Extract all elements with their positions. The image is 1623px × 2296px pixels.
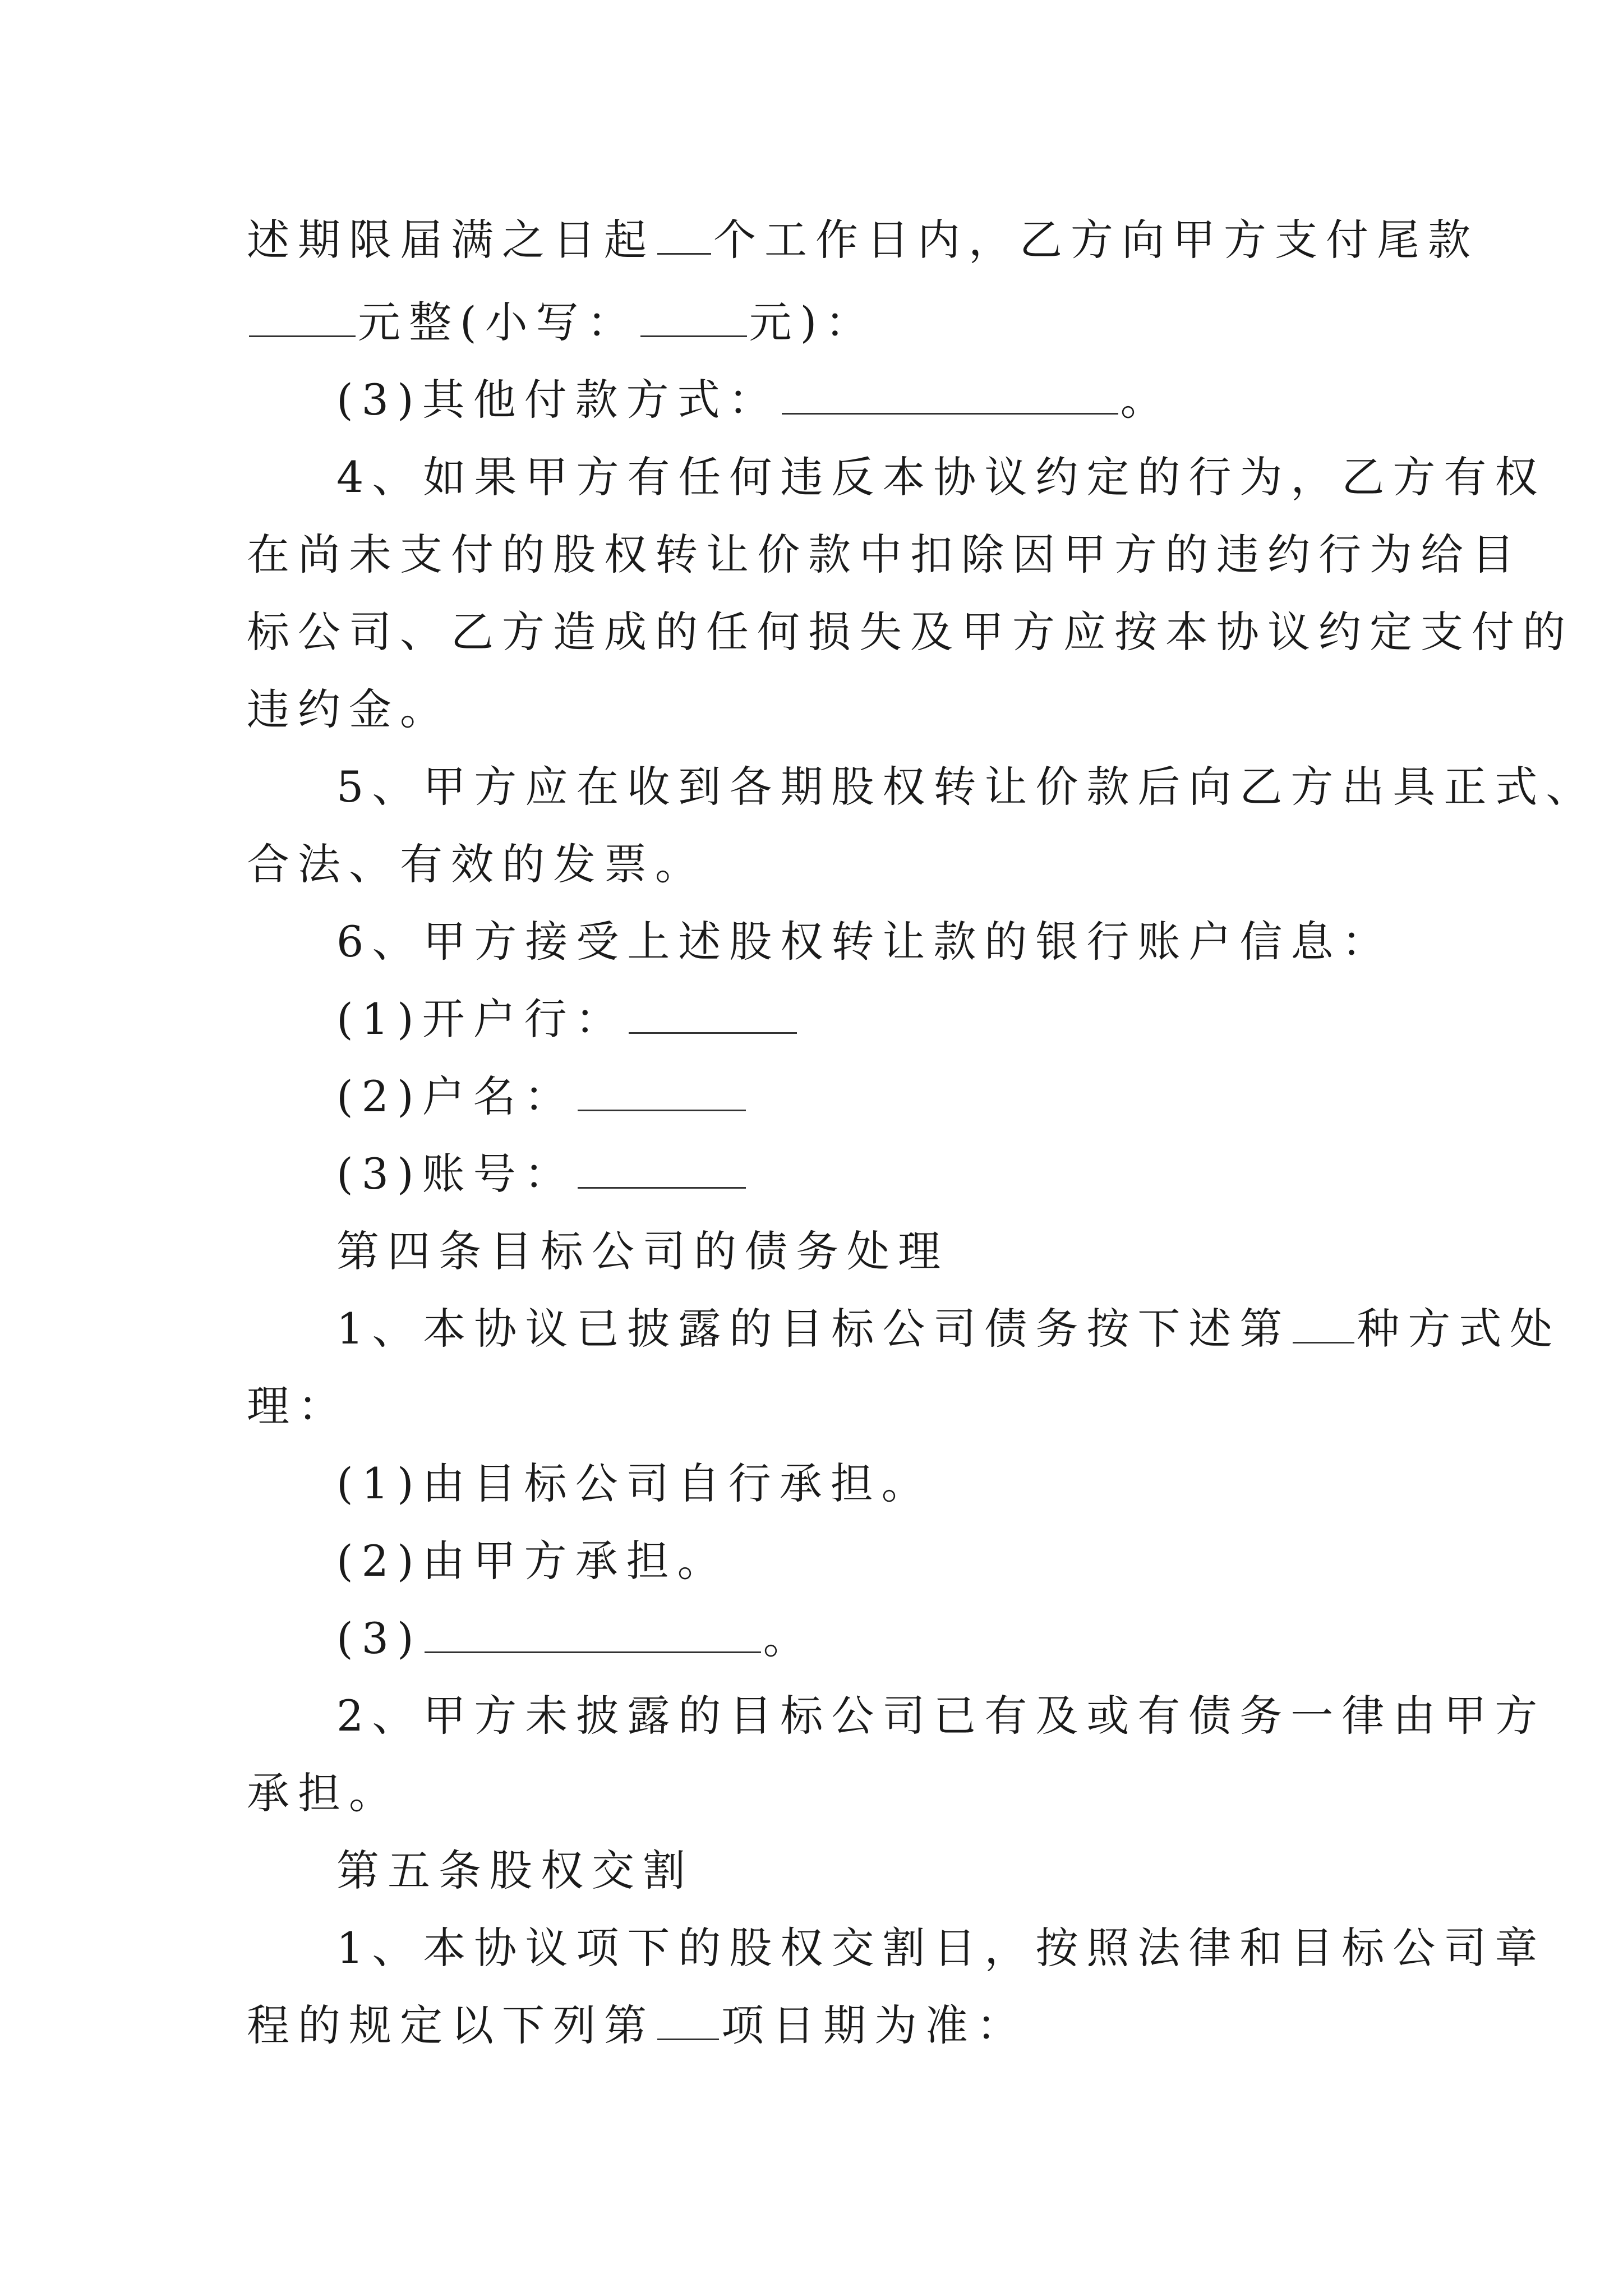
- text-segment: 个工作日内，乙方向甲方支付尾款: [713, 215, 1479, 265]
- paragraph-line: 合法、有效的发票。: [247, 839, 706, 889]
- text-segment: 程的规定以下列第: [247, 2000, 655, 2050]
- text-segment: 述期限届满之日起: [247, 215, 655, 265]
- blank-field: [657, 1999, 719, 2040]
- section-heading: 第四条目标公司的债务处理: [336, 1226, 949, 1276]
- blank-field: [1293, 1303, 1354, 1343]
- paragraph-line: 2、甲方未披露的目标公司已有及或有债务一律由甲方: [336, 1691, 1546, 1741]
- paragraph-line: (1)由目标公司自行承担。: [336, 1458, 933, 1508]
- paragraph-line: 5、甲方应在收到各期股权转让价款后向乙方出具正式、: [336, 762, 1597, 812]
- paragraph-line: [247, 212, 1479, 268]
- paragraph-line: [336, 1611, 1503, 1667]
- paragraph-line: 4、如果甲方有任何违反本协议约定的行为，乙方有权: [336, 452, 1546, 502]
- text-segment: (3)其他付款方式：: [336, 375, 780, 425]
- paragraph-line: [336, 991, 1503, 1047]
- paragraph-line: [336, 1301, 1561, 1357]
- paragraph-line: [247, 1998, 1413, 2054]
- section-heading: 第五条股权交割: [336, 1846, 694, 1895]
- text-segment: (3)账号：: [336, 1149, 575, 1199]
- paragraph-line: 标公司、乙方造成的任何损失及甲方应按本协议约定支付的: [247, 607, 1574, 657]
- paragraph-line: [336, 372, 1503, 428]
- paragraph-line: 在尚未支付的股权转让价款中扣除因甲方的违约行为给目: [247, 530, 1523, 579]
- paragraph-line: [336, 1069, 1503, 1125]
- paragraph-line: [247, 295, 1413, 351]
- text-segment: (2)户名：: [336, 1071, 575, 1121]
- text-segment: 。: [1120, 375, 1172, 425]
- paragraph-line: 6、甲方接受上述股权转让款的银行账户信息：: [336, 917, 1393, 967]
- paragraph-line: 承担。: [247, 1768, 400, 1818]
- paragraph-line: [336, 1146, 1503, 1202]
- text-segment: 。: [763, 1613, 814, 1663]
- blank-field: [249, 296, 356, 337]
- blank-field: [578, 1148, 746, 1189]
- paragraph-line: 违约金。: [247, 684, 451, 734]
- text-segment: 元)：: [749, 297, 877, 347]
- text-segment: (3): [336, 1613, 422, 1663]
- paragraph-line: (2)由甲方承担。: [336, 1536, 728, 1586]
- text-segment: 元整(小写：: [358, 297, 638, 347]
- blank-field: [657, 214, 711, 255]
- paragraph-line: 理：: [247, 1381, 349, 1431]
- blank-field: [629, 993, 797, 1034]
- text-segment: 1、本协议已披露的目标公司债务按下述第: [336, 1304, 1291, 1354]
- blank-field: [425, 1612, 761, 1653]
- text-segment: 项日期为准：: [721, 2000, 1027, 2050]
- blank-field: [782, 374, 1118, 415]
- text-segment: (1)开户行：: [336, 994, 626, 1044]
- blank-field: [640, 296, 747, 337]
- text-segment: 种方式处: [1357, 1304, 1561, 1354]
- paragraph-line: 1、本协议项下的股权交割日，按照法律和目标公司章: [336, 1923, 1546, 1973]
- blank-field: [578, 1070, 746, 1111]
